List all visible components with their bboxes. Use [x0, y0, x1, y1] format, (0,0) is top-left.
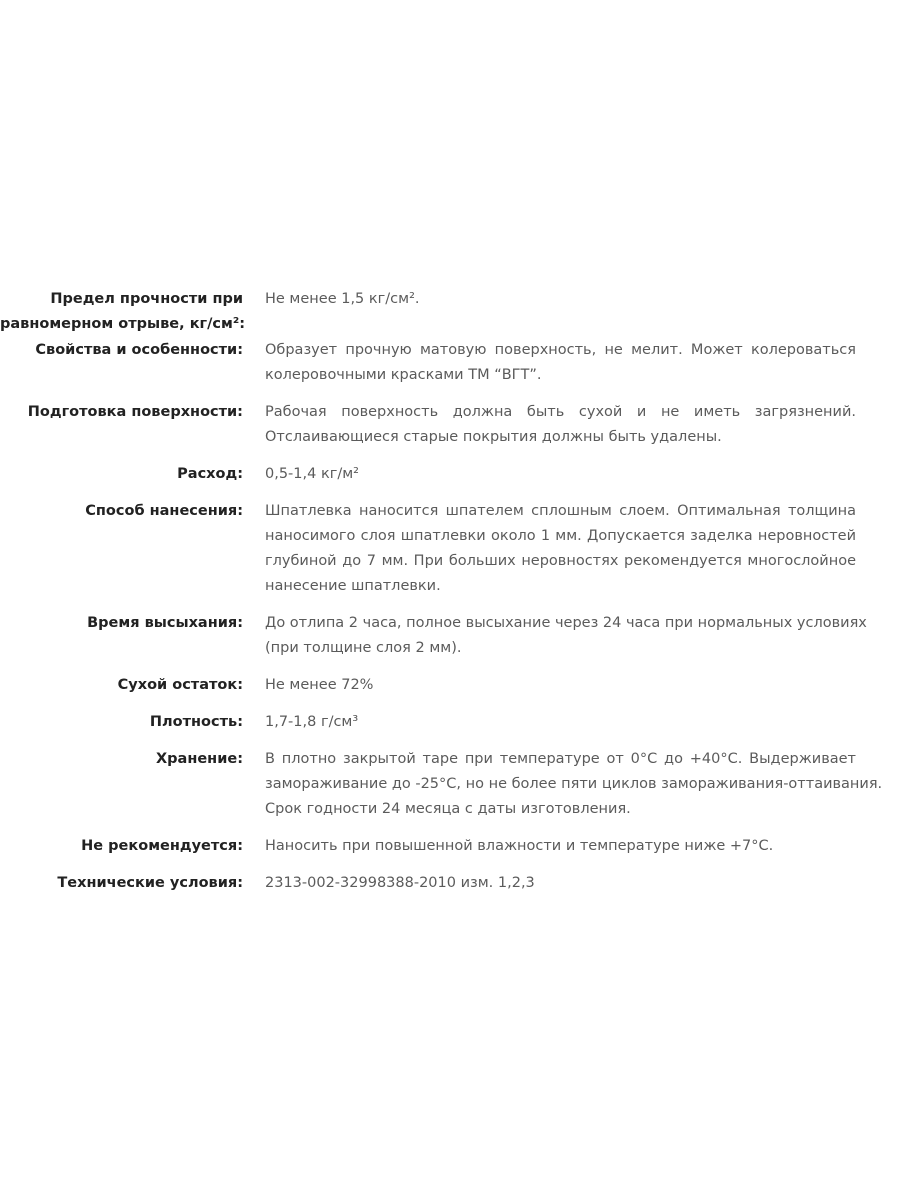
spec-label: Свойства и особенности: [35, 342, 243, 358]
spec-row-properties [0, 338, 900, 388]
spec-value: До отлипа 2 часа, полное высыхание через 24 часа при нормальных условиях (при толщине слоя 2 мм). [265, 615, 867, 656]
spec-label: Не рекомендуется: [81, 838, 243, 854]
spec-table [0, 287, 900, 896]
spec-row-density [0, 710, 900, 735]
spec-row-strength [0, 287, 900, 337]
spec-label: Хранение: [155, 751, 243, 767]
spec-value: 0,5-1,4 кг/м² [265, 466, 359, 482]
spec-label: Сухой остаток: [117, 677, 243, 693]
spec-value: Наносить при повышенной влажности и температуре ниже +7°С. [265, 838, 774, 854]
spec-value: Не менее 1,5 кг/см². [265, 291, 420, 307]
spec-value: Рабочая поверхность должна быть сухой и не иметь загрязнений. Отслаивающиеся старые покрытия должны быть удалены. [265, 404, 856, 445]
spec-row-surface-prep [0, 400, 900, 450]
spec-value: В плотно закрытой таре при температуре от 0°С до +40°С. Выдерживает замораживание до -25°С, но не более пяти циклов замораживания-оттаивания. Срок годности 24 месяца с даты изготовления. [265, 751, 883, 817]
spec-row-not-recommended [0, 834, 900, 859]
spec-row-storage [0, 747, 900, 822]
spec-label: Технические условия: [57, 875, 243, 891]
spec-value: 1,7-1,8 г/см³ [265, 714, 359, 730]
spec-label: Время высыхания: [87, 615, 243, 631]
spec-label: Предел прочности при равномерном отрыве, кг/см²: [0, 291, 245, 332]
spec-value: Шпатлевка наносится шпателем сплошным слоем. Оптимальная толщина наносимого слоя шпатлевки около 1 мм. Допускается заделка неровностей глубиной до 7 мм. При больших неровностях рекомендуется многослойное нанесение шпатлевки. [265, 503, 856, 594]
spec-value: Образует прочную матовую поверхность, не мелит. Может колероваться колеровочными красками ТМ “ВГТ”. [265, 342, 856, 383]
spec-value: 2313-002-32998388-2010 изм. 1,2,3 [265, 875, 535, 891]
spec-row-tech-conditions [0, 871, 900, 896]
spec-row-drying-time [0, 611, 900, 661]
spec-label: Подготовка поверхности: [27, 404, 243, 420]
spec-value: Не менее 72% [265, 677, 374, 693]
spec-row-dry-residue [0, 673, 900, 698]
spec-label: Плотность: [149, 714, 243, 730]
spec-label: Способ нанесения: [85, 503, 243, 519]
spec-label: Расход: [177, 466, 243, 482]
spec-row-application [0, 499, 900, 599]
spec-row-consumption [0, 462, 900, 487]
